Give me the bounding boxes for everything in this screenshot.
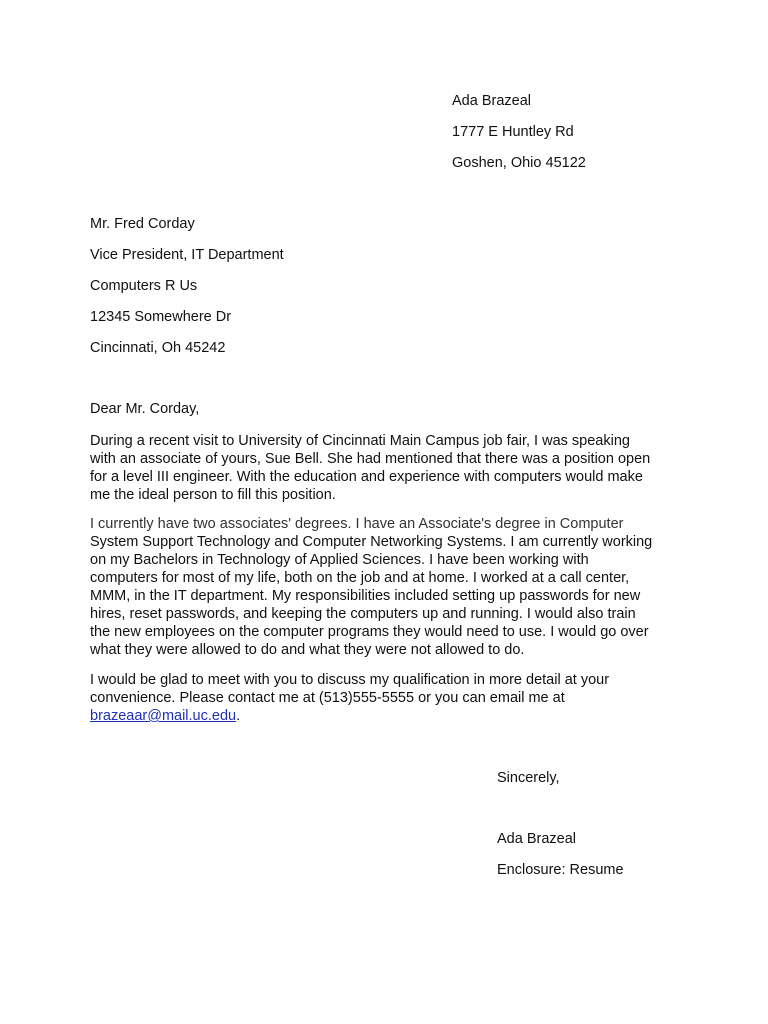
email-link[interactable]: brazeaar@mail.uc.edu	[90, 708, 237, 724]
recipient-name: Mr. Fred Corday	[90, 216, 195, 232]
paragraph-line: computers for most of my life, both on the job and at home. I worked at a call center,	[90, 570, 630, 586]
paragraph-line: I would be glad to meet with you to discuss my qualification in more detail at your	[90, 672, 610, 688]
paragraph-qualifications	[90, 515, 690, 659]
paragraph-line: During a recent visit to University of Cincinnati Main Campus job fair, I was speaking	[90, 433, 630, 449]
sender-street: 1777 E Huntley Rd	[452, 124, 574, 140]
paragraph-line: I currently have two associates' degrees. I have an Associate's degree in Computer	[90, 516, 624, 532]
paragraph-contact	[90, 671, 690, 725]
paragraph-line: me the ideal person to fill this position.	[90, 487, 336, 503]
enclosure-note: Enclosure: Resume	[497, 862, 624, 878]
paragraph-line: System Support Technology and Computer Networking Systems. I am currently working	[90, 534, 653, 550]
paragraph-line: with an associate of yours, Sue Bell. She had mentioned that there was a position open	[90, 451, 651, 467]
email-suffix: .	[236, 708, 241, 724]
signature-name: Ada Brazeal	[497, 831, 576, 847]
recipient-street: 12345 Somewhere Dr	[90, 309, 232, 325]
closing	[497, 769, 560, 787]
paragraph-line: the new employees on the computer programs they would need to use. I would go over	[90, 624, 649, 640]
closing-text: Sincerely,	[497, 770, 560, 786]
email-line	[90, 707, 690, 725]
sender-city: Goshen, Ohio 45122	[452, 155, 586, 171]
paragraph-line: MMM, in the IT department. My responsibilities included setting up passwords for new	[90, 588, 641, 604]
paragraph-intro	[90, 432, 690, 504]
paragraph-line: hires, reset passwords, and keeping the computers up and running. I would also train	[90, 606, 636, 622]
recipient-city: Cincinnati, Oh 45242	[90, 340, 226, 356]
paragraph-line: what they were allowed to do and what they were not allowed to do.	[90, 642, 525, 658]
recipient-address	[90, 215, 284, 370]
sender-name: Ada Brazeal	[452, 93, 531, 109]
salutation	[90, 400, 199, 418]
signature-block	[497, 830, 624, 892]
salutation-text: Dear Mr. Corday,	[90, 401, 200, 417]
recipient-title: Vice President, IT Department	[90, 247, 284, 263]
paragraph-line: convenience. Please contact me at (513)555-5555 or you can email me at	[90, 690, 565, 706]
paragraph-line: for a level III engineer. With the education and experience with computers would make	[90, 469, 643, 485]
recipient-company: Computers R Us	[90, 278, 198, 294]
sender-address	[452, 92, 586, 185]
paragraph-line: on my Bachelors in Technology of Applied Sciences. I have been working with	[90, 552, 589, 568]
